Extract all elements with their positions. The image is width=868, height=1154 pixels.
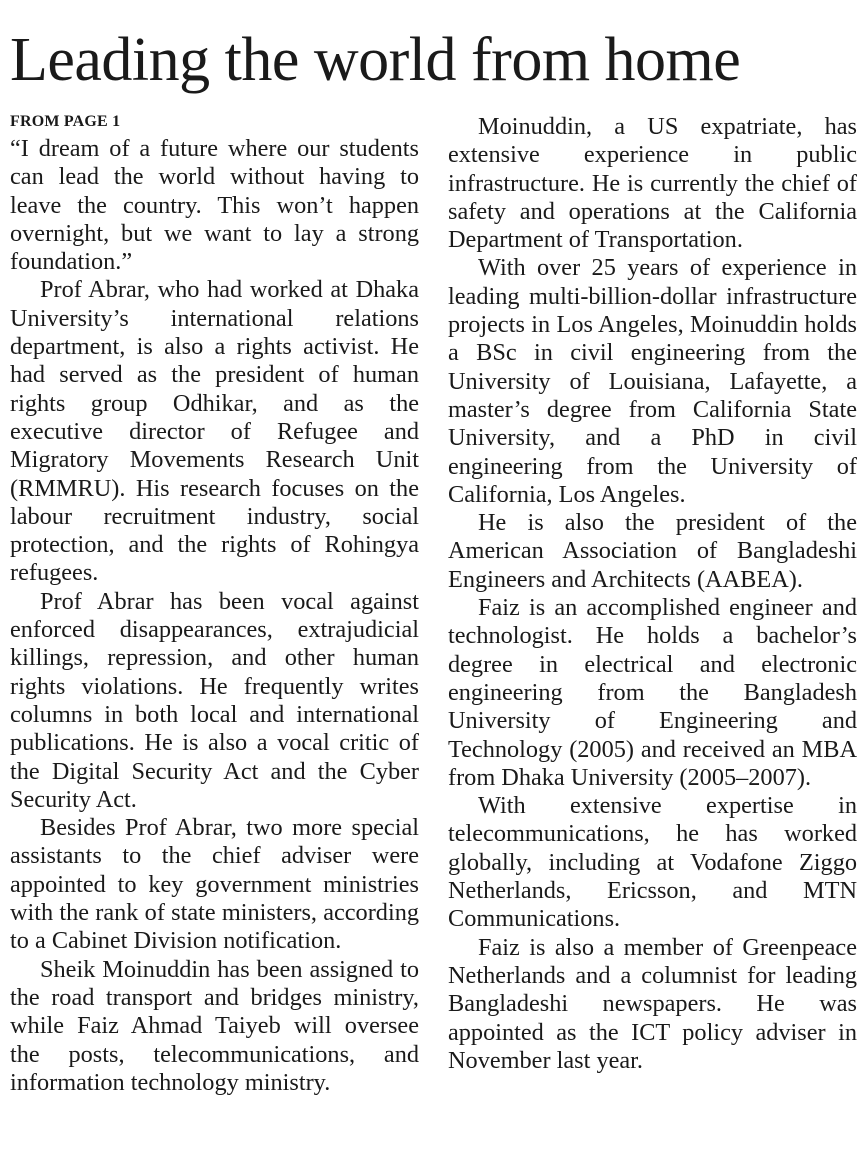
paragraph: Prof Abrar, who had worked at Dhaka University’s international relations department, is also a rights activist. He had served as the president of human rights group Odhikar, and as the executive director of Refugee and Migratory Movements Research Unit (RMMRU). His research focuses on the labour recruitment industry, social protection, and the rights of Rohingya refugees. xyxy=(10,276,419,587)
paragraph: He is also the president of the American Association of Bangladeshi Engineers and Architects (AABEA). xyxy=(448,509,857,593)
paragraph: Sheik Moinuddin has been assigned to the road transport and bridges ministry, while Faiz Ahmad Taiyeb will oversee the posts, telecommunications, and information technology ministry. xyxy=(10,955,419,1096)
paragraph: Prof Abrar has been vocal against enforced disappearances, extrajudicial killings, repression, and other human rights violations. He frequently writes columns in both local and international publications. He is also a vocal critic of the Digital Security Act and the Cyber Security Act. xyxy=(10,587,419,813)
continuation-kicker: FROM PAGE 1 xyxy=(10,113,121,130)
article-column-left xyxy=(10,113,419,1097)
paragraph: Faiz is also a member of Greenpeace Netherlands and a columnist for leading Bangladeshi newspapers. He was appointed as the ICT policy adviser in November last year. xyxy=(448,933,857,1074)
paragraph: Besides Prof Abrar, two more special assistants to the chief adviser were appointed to key government ministries with the rank of state ministers, according to a Cabinet Division notification. xyxy=(10,814,419,955)
paragraph: With over 25 years of experience in leading multi-billion-dollar infrastructure projects in Los Angeles, Moinuddin holds a BSc in civil engineering from the University of Louisiana, Lafayette, a master’s degree from California State University, and a PhD in civil engineering from the University of California, Los Angeles. xyxy=(448,254,857,508)
paragraph-quote: “I dream of a future where our students can lead the world without having to leave the country. This won’t happen overnight, but we want to lay a strong foundation.” xyxy=(10,135,419,276)
headline: Leading the world from home xyxy=(10,26,741,94)
paragraph: With extensive expertise in telecommunications, he has worked globally, including at Vodafone Ziggo Netherlands, Ericsson, and MTN Communications. xyxy=(448,792,857,933)
article-column-right xyxy=(448,113,857,1075)
paragraph: Faiz is an accomplished engineer and technologist. He holds a bachelor’s degree in electrical and electronic engineering from the Bangladesh University of Engineering and Technology (2005) and received an MBA from Dhaka University (2005–2007). xyxy=(448,594,857,791)
paragraph: Moinuddin, a US expatriate, has extensive experience in public infrastructure. He is currently the chief of safety and operations at the California Department of Transportation. xyxy=(448,113,857,254)
